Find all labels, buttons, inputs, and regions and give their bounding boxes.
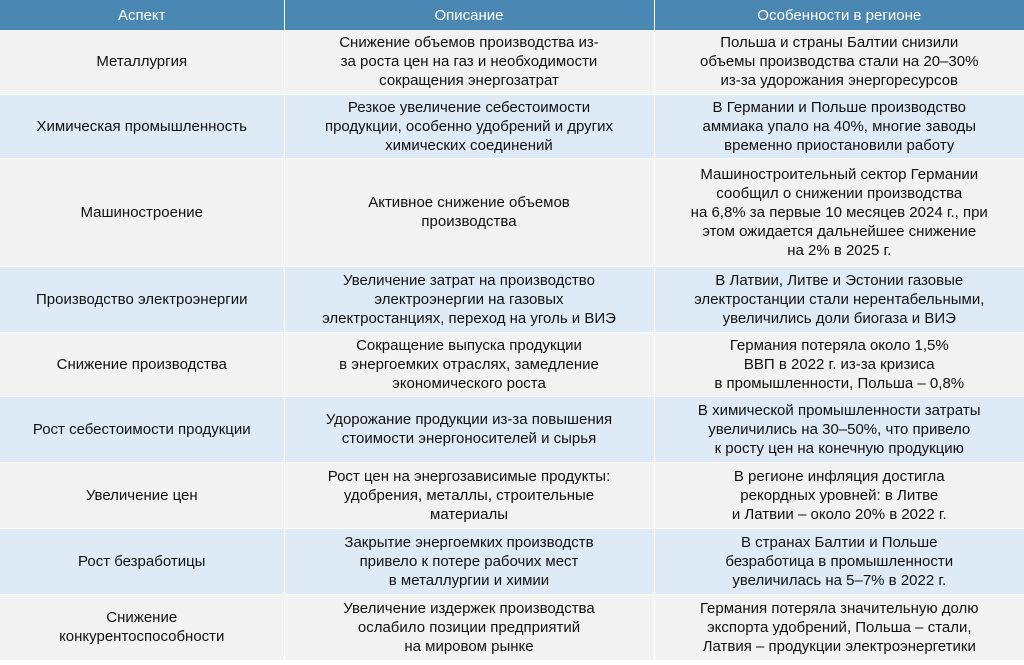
cell-aspect: Машиностроение [0, 158, 284, 266]
cell-region: В странах Балтии и Польше безработица в промышленности увеличилась на 5–7% в 2022 г. [654, 528, 1024, 594]
cell-aspect: Металлургия [0, 30, 284, 94]
table-row [0, 266, 1024, 332]
header-row [0, 0, 1024, 30]
header-aspect: Аспект [0, 0, 284, 30]
cell-aspect: Рост безработицы [0, 528, 284, 594]
table-body [0, 30, 1024, 660]
cell-aspect: Снижение производства [0, 332, 284, 396]
table-row [0, 332, 1024, 396]
cell-description: Увеличение издержек производства ослабило позиции предприятий на мировом рынке [284, 594, 654, 660]
cell-description: Снижение объемов производства из- за роста цен на газ и необходимости сокращения энергозатрат [284, 30, 654, 94]
cell-region: В химической промышленности затраты увеличились на 30–50%, что привело к росту цен на конечную продукцию [654, 396, 1024, 462]
table-row [0, 30, 1024, 94]
table-row [0, 94, 1024, 158]
cell-region: В Германии и Польше производство аммиака упало на 40%, многие заводы временно приостановили работу [654, 94, 1024, 158]
table-row [0, 528, 1024, 594]
table-header [0, 0, 1024, 30]
cell-aspect: Химическая промышленность [0, 94, 284, 158]
cell-description: Увеличение затрат на производство электроэнергии на газовых электростанциях, переход на уголь и ВИЭ [284, 266, 654, 332]
cell-region: Польша и страны Балтии снизили объемы производства стали на 20–30% из-за удорожания энергоресурсов [654, 30, 1024, 94]
header-description: Описание [284, 0, 654, 30]
cell-region: В Латвии, Литве и Эстонии газовые электростанции стали нерентабельными, увеличились доли биогаза и ВИЭ [654, 266, 1024, 332]
cell-description: Резкое увеличение себестоимости продукции, особенно удобрений и других химических соединений [284, 94, 654, 158]
header-region: Особенности в регионе [654, 0, 1024, 30]
cell-region: Машиностроительный сектор Германии сообщил о снижении производства на 6,8% за первые 10 месяцев 2024 г., при этом ожидается дальнейшее снижение на 2% в 2025 г. [654, 158, 1024, 266]
table-row [0, 396, 1024, 462]
cell-region: Германия потеряла около 1,5% ВВП в 2022 г. из-за кризиса в промышленности, Польша – 0,8% [654, 332, 1024, 396]
cell-aspect: Производство электроэнергии [0, 266, 284, 332]
cell-description: Активное снижение объемов производства [284, 158, 654, 266]
cell-description: Удорожание продукции из-за повышения стоимости энергоносителей и сырья [284, 396, 654, 462]
table-row [0, 462, 1024, 528]
cell-description: Закрытие энергоемких производств привело к потере рабочих мест в металлургии и химии [284, 528, 654, 594]
cell-description: Сокращение выпуска продукции в энергоемких отраслях, замедление экономического роста [284, 332, 654, 396]
table-row [0, 594, 1024, 660]
table-row [0, 158, 1024, 266]
cell-region: В регионе инфляция достигла рекордных уровней: в Литве и Латвии – около 20% в 2022 г. [654, 462, 1024, 528]
cell-aspect: Увеличение цен [0, 462, 284, 528]
cell-description: Рост цен на энергозависимые продукты: удобрения, металлы, строительные материалы [284, 462, 654, 528]
cell-region: Германия потеряла значительную долю экспорта удобрений, Польша – стали, Латвия – продукции электроэнергетики [654, 594, 1024, 660]
cell-aspect: Снижение конкурентоспособности [0, 594, 284, 660]
cell-aspect: Рост себестоимости продукции [0, 396, 284, 462]
